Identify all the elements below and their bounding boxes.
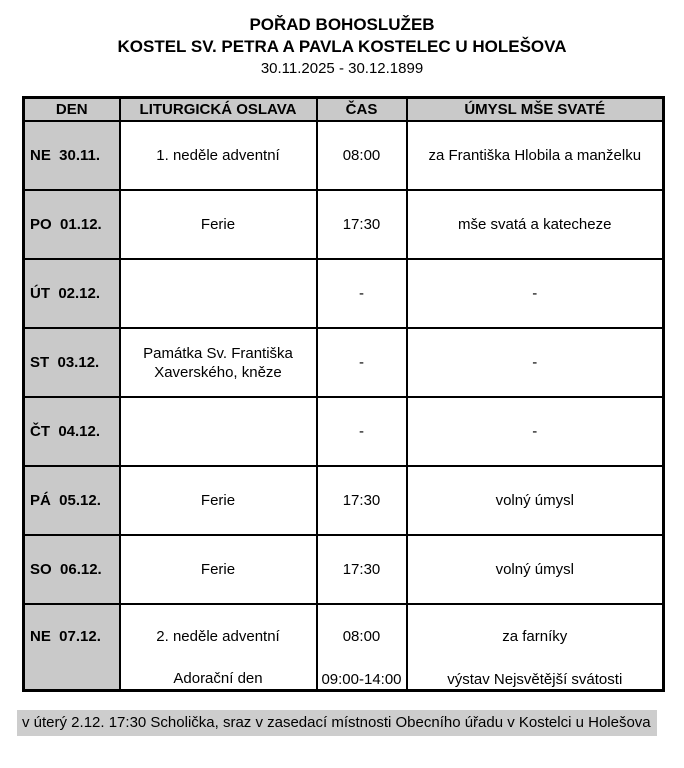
table-row bbox=[24, 121, 664, 190]
liturgy-line-2: Adorační den bbox=[173, 670, 263, 687]
liturgy-cell: Památka Sv. Františka Xaverského, kněze bbox=[120, 328, 317, 397]
liturgy-cell: Ferie bbox=[120, 190, 317, 259]
intention-cell: - bbox=[407, 259, 664, 328]
time-cell bbox=[317, 604, 407, 691]
liturgy-cell: Ferie bbox=[120, 466, 317, 535]
day-cell bbox=[24, 121, 120, 190]
document-header bbox=[0, 0, 684, 80]
column-header-umysl: ÚMYSL MŠE SVATÉ bbox=[407, 98, 664, 122]
day-cell bbox=[24, 535, 120, 604]
day-label: PÁ 05.12. bbox=[30, 492, 101, 509]
time-cell: 17:30 bbox=[317, 466, 407, 535]
column-header-cas: ČAS bbox=[317, 98, 407, 122]
intention-cell: volný úmysl bbox=[407, 466, 664, 535]
day-label: ČT 04.12. bbox=[30, 423, 101, 440]
intention-cell bbox=[407, 604, 664, 691]
day-label: PO 01.12. bbox=[30, 216, 102, 233]
intention-cell: volný úmysl bbox=[407, 535, 664, 604]
intention-cell: za Františka Hlobila a manželku bbox=[407, 121, 664, 190]
day-label: ST 03.12. bbox=[30, 354, 100, 371]
liturgy-cell bbox=[120, 259, 317, 328]
day-cell bbox=[24, 259, 120, 328]
liturgy-cell: 1. neděle adventní bbox=[120, 121, 317, 190]
church-title: KOSTEL SV. PETRA A PAVLA KOSTELEC U HOLEŠOVA bbox=[117, 37, 567, 56]
table-row bbox=[24, 259, 664, 328]
day-cell bbox=[24, 190, 120, 259]
intention-line-2: výstav Nejsvětější svátosti bbox=[447, 671, 623, 688]
page-title: POŘAD BOHOSLUŽEB bbox=[249, 15, 435, 34]
day-cell bbox=[24, 604, 120, 691]
header-row bbox=[24, 98, 664, 122]
day-label: NE 30.11. bbox=[30, 147, 101, 164]
table-row bbox=[24, 466, 664, 535]
time-cell: - bbox=[317, 259, 407, 328]
time-cell: - bbox=[317, 328, 407, 397]
time-cell: 17:30 bbox=[317, 190, 407, 259]
intention-line-1: za farníky bbox=[502, 627, 568, 645]
liturgy-cell: Ferie bbox=[120, 535, 317, 604]
table-row bbox=[24, 604, 664, 691]
column-header-den: DEN bbox=[24, 98, 120, 122]
time-cell: - bbox=[317, 397, 407, 466]
time-cell: 08:00 bbox=[317, 121, 407, 190]
day-cell bbox=[24, 397, 120, 466]
table-row bbox=[24, 535, 664, 604]
day-label: NE 07.12. bbox=[30, 627, 101, 645]
date-range: 30.11.2025 - 30.12.1899 bbox=[260, 60, 424, 77]
column-header-oslava: LITURGICKÁ OSLAVA bbox=[120, 98, 317, 122]
day-cell bbox=[24, 466, 120, 535]
time-line-2: 09:00-14:00 bbox=[321, 671, 402, 688]
liturgy-cell bbox=[120, 397, 317, 466]
service-schedule-table bbox=[22, 96, 665, 692]
time-cell: 17:30 bbox=[317, 535, 407, 604]
liturgy-cell bbox=[120, 604, 317, 691]
time-line-1: 08:00 bbox=[342, 627, 381, 645]
intention-cell: - bbox=[407, 397, 664, 466]
table-row bbox=[24, 397, 664, 466]
table-row bbox=[24, 190, 664, 259]
liturgy-line-1: 2. neděle adventní bbox=[156, 627, 280, 645]
table-row bbox=[24, 328, 664, 397]
day-label: SO 06.12. bbox=[30, 561, 102, 578]
intention-cell: mše svatá a katecheze bbox=[407, 190, 664, 259]
intention-cell: - bbox=[407, 328, 664, 397]
footer-note: v úterý 2.12. 17:30 Scholička, sraz v zasedací místnosti Obecního úřadu v Kostelci u Holešova bbox=[17, 710, 657, 736]
day-label: ÚT 02.12. bbox=[30, 285, 101, 302]
day-cell bbox=[24, 328, 120, 397]
